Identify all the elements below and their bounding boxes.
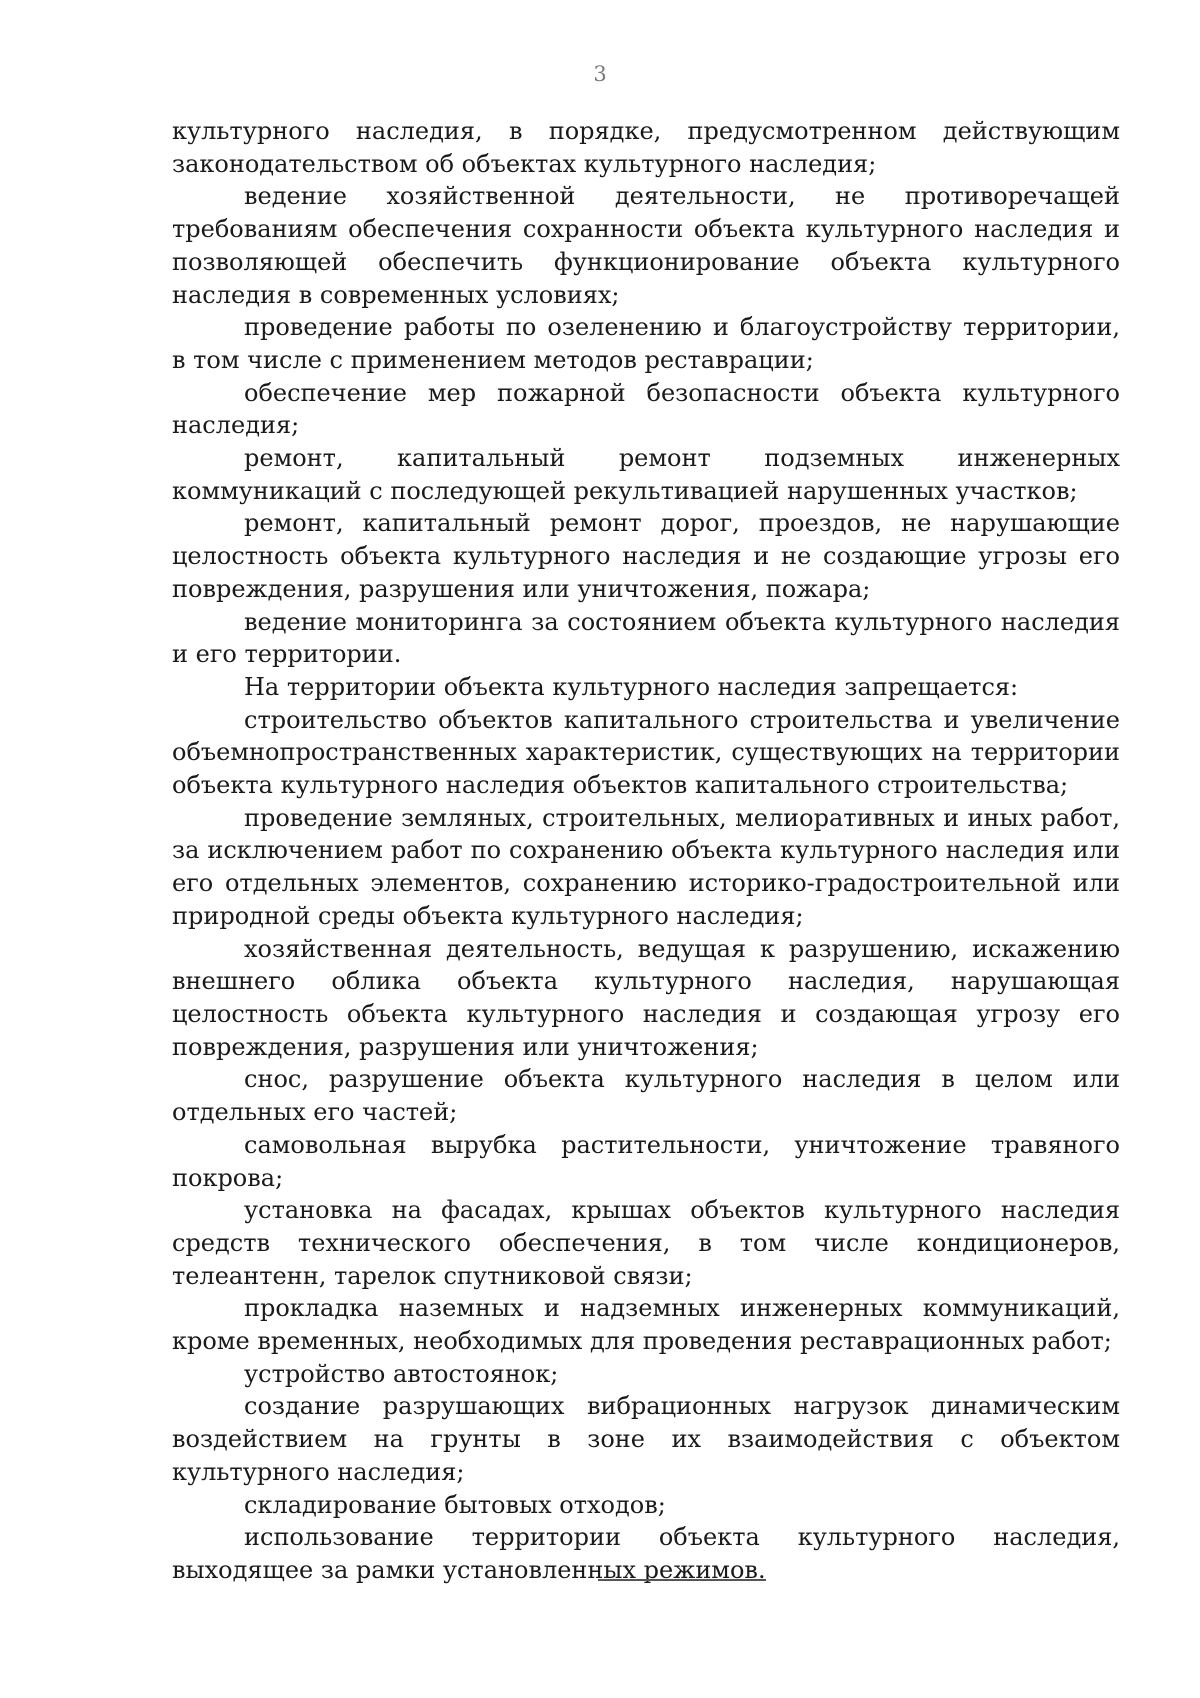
paragraph: создание разрушающих вибрационных нагрузок динамическим воздействием на грунты в зоне их взаимодействия с объектом культурного наследия; bbox=[172, 1392, 1120, 1486]
paragraph: использование территории объекта культурного наследия, выходящее за рамки установленных режимов. bbox=[172, 1523, 1120, 1584]
paragraph: строительство объектов капитального строительства и увеличение объемнопространственных характеристик, существующих на территории объекта культурного наследия объектов капитального строительства; bbox=[172, 705, 1120, 800]
document-body bbox=[172, 115, 1120, 1587]
paragraph-continuation: культурного наследия, в порядке, предусмотренном действующим законодательством об объектах культурного наследия; bbox=[172, 117, 1120, 178]
paragraph: самовольная вырубка растительности, уничтожение травяного покрова; bbox=[172, 1130, 1120, 1192]
end-of-document-divider bbox=[598, 1579, 766, 1581]
prohibitions-heading: На территории объекта культурного наследия запрещается: bbox=[244, 672, 1019, 701]
paragraph: хозяйственная деятельность, ведущая к разрушению, искажению внешнего облика объекта культурного наследия, нарушающая целостность объекта культурного наследия и создающая угрозу его повреждения, разрушения или уничтожения; bbox=[172, 934, 1120, 1061]
paragraph: установка на фасадах, крышах объектов культурного наследия средств технического обеспечения, в том числе кондиционеров, телеантенн, тарелок спутниковой связи; bbox=[172, 1196, 1120, 1290]
page-number: 3 bbox=[593, 62, 607, 86]
paragraph: складирование бытовых отходов; bbox=[244, 1490, 666, 1519]
paragraph: устройство автостоянок; bbox=[244, 1359, 559, 1388]
paragraph: ведение хозяйственной деятельности, не противоречащей требованиям обеспечения сохранности объекта культурного наследия и позволяющей обеспечить функционирование объекта культурного наследия в современных условиях; bbox=[172, 182, 1120, 309]
paragraph: проведение работы по озеленению и благоустройству территории, в том числе с применением методов реставрации; bbox=[172, 313, 1120, 374]
paragraph: обеспечение мер пожарной безопасности объекта культурного наследия; bbox=[172, 378, 1120, 440]
paragraph: ремонт, капитальный ремонт дорог, проездов, не нарушающие целостность объекта культурного наследия и не создающие угрозы его повреждения, разрушения или уничтожения, пожара; bbox=[172, 509, 1120, 603]
paragraph: ремонт, капитальный ремонт подземных инженерных коммуникаций с последующей рекультивацией нарушенных участков; bbox=[172, 444, 1120, 505]
paragraph: ведение мониторинга за состоянием объекта культурного наследия и его территории. bbox=[172, 607, 1120, 669]
paragraph: снос, разрушение объекта культурного наследия в целом или отдельных его частей; bbox=[172, 1065, 1120, 1127]
paragraph: прокладка наземных и надземных инженерных коммуникаций, кроме временных, необходимых для проведения реставрационных работ; bbox=[172, 1294, 1120, 1356]
paragraph: проведение земляных, строительных, мелиоративных и иных работ, за исключением работ по сохранению объекта культурного наследия или его отдельных элементов, сохранению историко-градостроительной или природной среды объекта культурного наследия; bbox=[172, 803, 1120, 930]
